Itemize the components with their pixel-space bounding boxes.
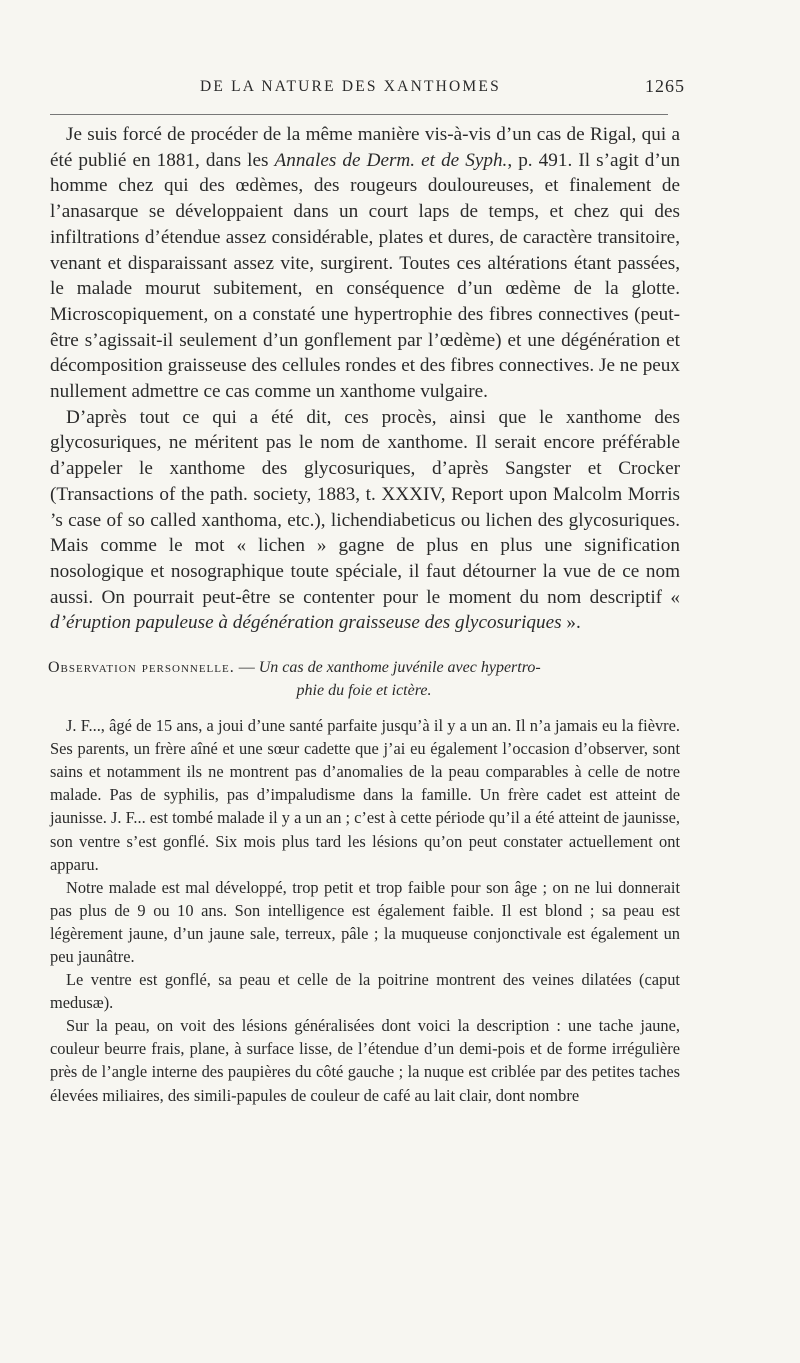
observation-label: Observation personnelle. [48,659,235,677]
observation-title-continued: phie du foie et ictère. [296,682,432,700]
paragraph-rigal-case: Je suis forcé de procéder de la même manière vis-à-vis d’un cas de Rigal, qui a été publié en 1881, dans les Annales de Derm. et de Syph., p. 491. Il s’agit d’un homme chez qui des œdèmes, des rougeurs douloureuses, et finalement de l’anasarque se développaient dans un court laps de temps, et chez qui des infiltrations d’étendue assez considérable, plates et dures, de caractère transitoire, venant et disparaissant assez vite, surgirent. Toutes ces altérations étant passées, le malade mourut subitement, en conséquence d’un œdème de la glotte. Microscopiquement, on a constaté une hypertrophie des fibres connectives (peut-être s’agissait-il seulement d’un gonflement par l’œdème) et une dégénération et décomposition graisseuse des cellules rondes et des fibres connectives. Je ne peux nullement admettre ce cas comme un xanthome vulgaire. [50,124,680,403]
page-number: 1265 [645,76,685,96]
journal-title: Annales de Derm. et de Syph. [274,149,508,171]
main-text [50,122,680,636]
observation-heading: Observation personnelle. — Un cas de xanthome juvénile avec hypertro- phie du foie et ictère. [50,656,680,702]
skin-lesions-paragraph: Sur la peau, on voit des lésions généralisées dont voici la description : une tache jaune, couleur beurre frais, plane, à surface lisse, de l’étendue d’un demi-pois et de forme irrégulière près de l’angle interne des paupières du côté gauche ; la nuque est criblée par des petites taches élevées miliaires, des simili-papules de couleur de café au lait clair, dont nombre [50,1016,680,1105]
header-rule [50,114,668,115]
page-body [50,122,680,1107]
case-report [50,714,680,1107]
case-history-paragraph: J. F..., âgé de 15 ans, a joui d’une santé parfaite jusqu’à il y a un an. Il n’a jamais eu la fièvre. Ses parents, un frère aîné et une sœur cadette que j’ai eu également l’occasion d’observer, sont sains et notamment ils ne montrent pas d’anomalies de la peau comparables à celle de notre malade. Pas de syphilis, pas d’impaludisme dans la famille. Un frère cadet est atteint de jaunisse. J. F... est tombé malade il y a un an ; c’est à cette période qu’il a été atteint de jaunisse, son ventre s’est gonflé. Six mois plus tard les lésions qu’on peut constater actuellement ont apparu. [50,716,680,874]
paragraph-conclusion: D’après tout ce qui a été dit, ces procès, ainsi que le xanthome des glycosuriques, ne méritent pas le nom de xanthome. Il serait encore préférable d’appeler le xanthome des glycosuriques, d’après Sangster et Crocker (Transactions of the path. society, 1883, t. XXXIV, Report upon Malcolm Morris ’s case of so called xanthoma, etc.), lichendiabeticus ou lichen des glycosuriques. Mais comme le mot « lichen » gagne de plus en plus une signification nosologique et nosographique toute spéciale, il faut détourner la vue de ce nom aussi. On pourrait peut-être se contenter pour le moment du nom descriptif « d’éruption papuleuse à dégénération graisseuse des glycosuriques ». [50,406,680,634]
page-header [0,72,800,102]
patient-description-paragraph: Notre malade est mal développé, trop petit et trop faible pour son âge ; on ne lui donnerait pas plus de 9 ou 10 ans. Son intelligence est également faible. Il est blond ; sa peau est légèrement jaune, d’un jaune sale, terreux, pâle ; la muqueuse conjonctivale est également un peu jaunâtre. [50,877,680,966]
running-title: DE LA NATURE DES XANTHOMES [200,78,501,95]
observation-title: Un cas de xanthome juvénile avec hypertro- [258,659,541,677]
descriptive-name: d’éruption papuleuse à dégénération graisseuse des glycosuriques [50,612,562,634]
abdomen-paragraph: Le ventre est gonflé, sa peau et celle de la poitrine montrent des veines dilatées (caput medusæ). [50,970,680,1013]
